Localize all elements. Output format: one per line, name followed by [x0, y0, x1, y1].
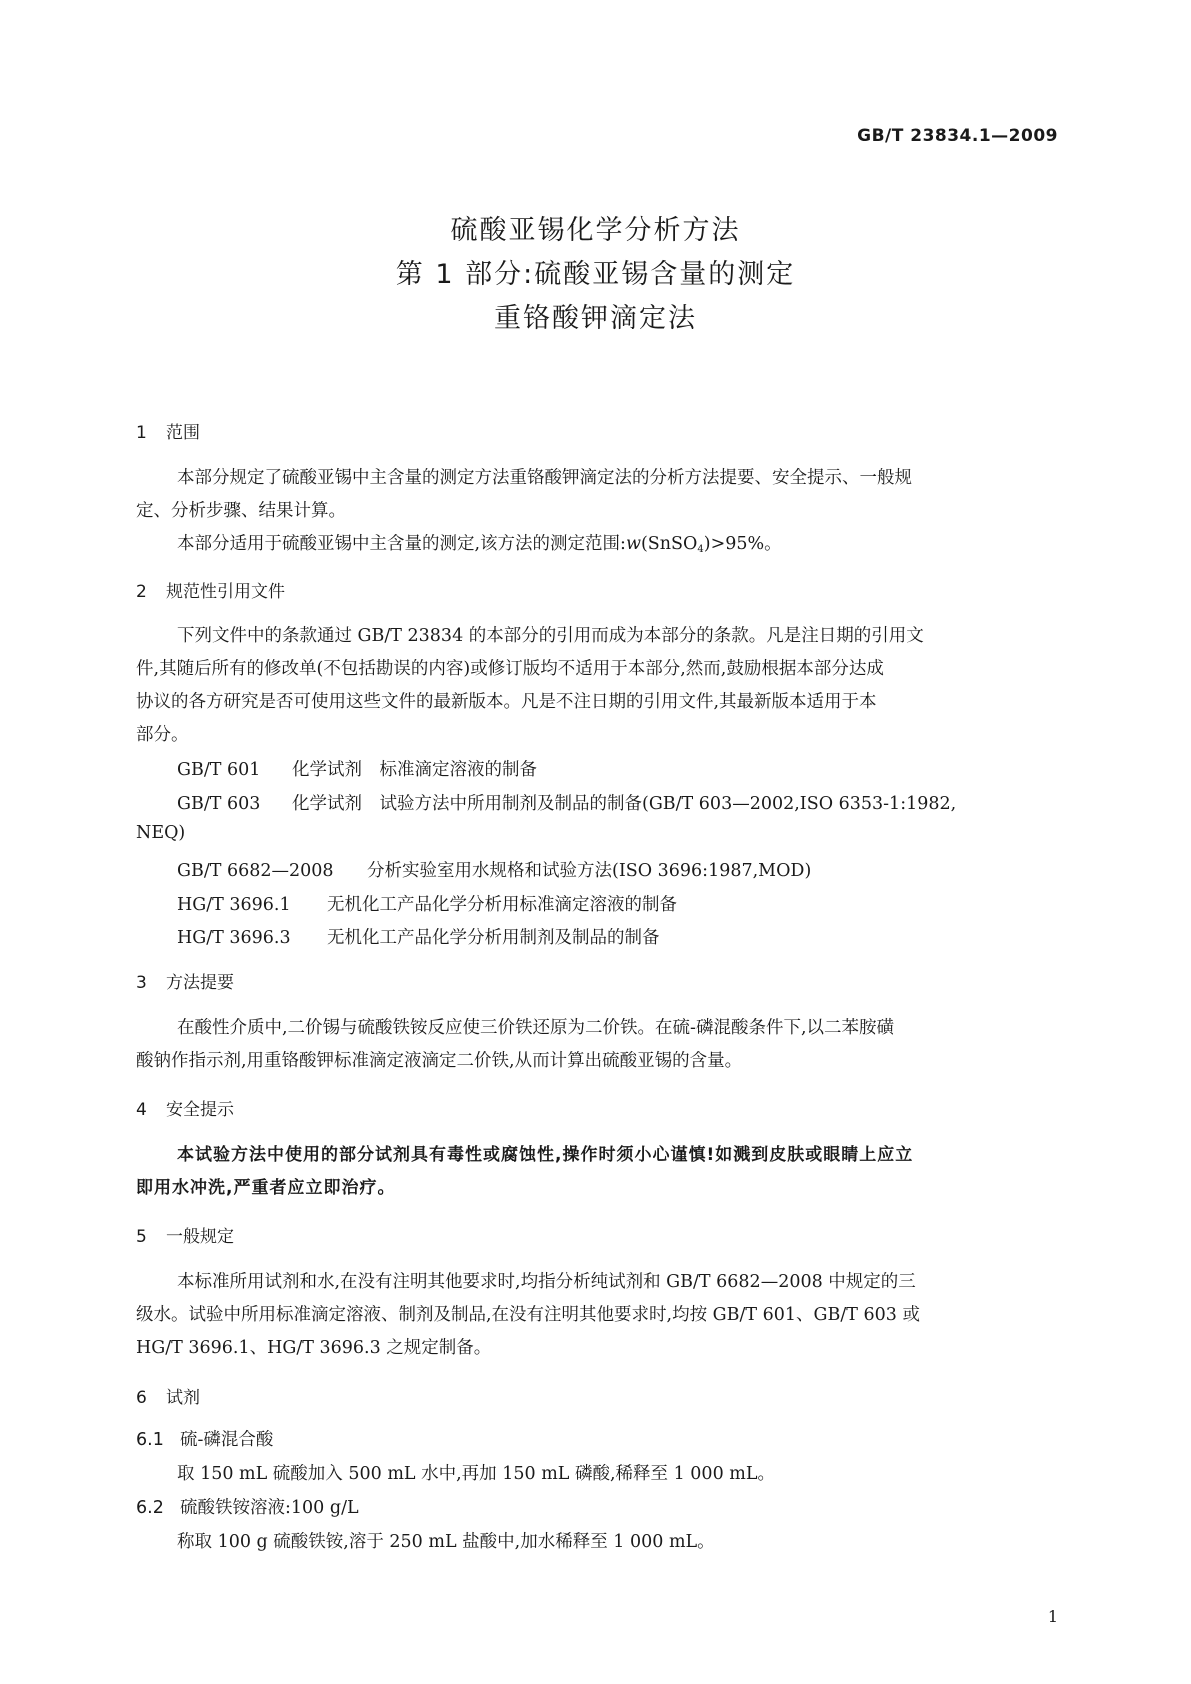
reference-item: GB/T 603 化学试剂 试验方法中所用制剂及制品的制备(GB/T 603—2002,ISO 6353-1:1982, — [177, 794, 957, 814]
section-number: 1 — [136, 423, 147, 443]
section-4-heading: 4 安全提示 — [136, 1100, 234, 1120]
section-1-heading — [136, 418, 200, 443]
paragraph-line: 定、分析步骤、结果计算。 — [136, 501, 346, 521]
document-title-line2: 第 1 部分:硫酸亚锡含量的测定 — [395, 259, 796, 290]
subsection-6-2-heading: 6.2 硫酸铁铵溶液:100 g/L — [136, 1498, 359, 1518]
scope-formula-line: 本部分适用于硫酸亚锡中主含量的测定,该方法的测定范围:w(SnSO$_4$)>95%。 — [177, 534, 782, 555]
reference-item-continuation: NEQ) — [136, 823, 186, 843]
reference-item: GB/T 601 化学试剂 标准滴定溶液的制备 — [177, 760, 537, 780]
section-5-body: 本标准所用试剂和水,在没有注明其他要求时,均指分析纯试剂和 GB/T 6682—2008 中规定的三 级水。试验中所用标准滴定溶液、制剂及制品,在没有注明其他要求时,均按 GB/T 601、GB/T 603 或 HG/T 3696.1、HG/T 3696.3 之规定制备。 — [136, 1272, 920, 1358]
section-1-body — [136, 462, 1056, 566]
subsection-6-1-text: 取 150 mL 硫酸加入 500 mL 水中,再加 150 mL 磷酸,稀释至 1 000 mL。 — [177, 1464, 775, 1484]
section-2-heading: 2 规范性引用文件 — [136, 582, 285, 602]
subsection-6-1-heading: 6.1 硫-磷混合酸 — [136, 1430, 274, 1450]
safety-warning: 本试验方法中使用的部分试剂具有毒性或腐蚀性,操作时须小心谨慎!如溅到皮肤或眼睛上应立 即用水冲洗,严重者应立即治疗。 — [136, 1145, 914, 1198]
standard-number: GB/T 23834.1—2009 — [857, 126, 1058, 146]
document-title-line1: 硫酸亚锡化学分析方法 — [450, 215, 741, 246]
section-2-body: 下列文件中的条款通过 GB/T 23834 的本部分的引用而成为本部分的条款。凡是注日期的引用文 件,其随后所有的修改单(不包括勘误的内容)或修订版均不适用于本部分,然而,鼓励根据本部分达成 协议的各方研究是否可使用这些文件的最新版本。凡是不注日期的引用文件,其最新版本适用于本 部分。 — [136, 626, 924, 745]
section-6-heading: 6 试剂 — [136, 1388, 200, 1408]
paragraph-line: 本部分规定了硫酸亚锡中主含量的测定方法重铬酸钾滴定法的分析方法提要、安全提示、一般规 — [177, 468, 912, 488]
reference-item: HG/T 3696.1 无机化工产品化学分析用标准滴定溶液的制备 — [177, 895, 677, 915]
reference-item: HG/T 3696.3 无机化工产品化学分析用制剂及制品的制备 — [177, 928, 660, 948]
section-title: 范围 — [166, 423, 200, 443]
section-5-heading: 5 一般规定 — [136, 1227, 234, 1247]
document-title-line3: 重铬酸钾滴定法 — [494, 303, 697, 334]
section-3-body: 在酸性介质中,二价锡与硫酸铁铵反应使三价铁还原为二价铁。在硫-磷混酸条件下,以二苯胺磺 酸钠作指示剂,用重铬酸钾标准滴定液滴定二价铁,从而计算出硫酸亚锡的含量。 — [136, 1018, 895, 1071]
subsection-6-2-text: 称取 100 g 硫酸铁铵,溶于 250 mL 盐酸中,加水稀释至 1 000 mL。 — [177, 1532, 715, 1552]
section-3-heading: 3 方法提要 — [136, 973, 234, 993]
reference-item: GB/T 6682—2008 分析实验室用水规格和试验方法(ISO 3696:1987,MOD) — [177, 861, 812, 881]
page-number: 1 — [1047, 1607, 1058, 1626]
